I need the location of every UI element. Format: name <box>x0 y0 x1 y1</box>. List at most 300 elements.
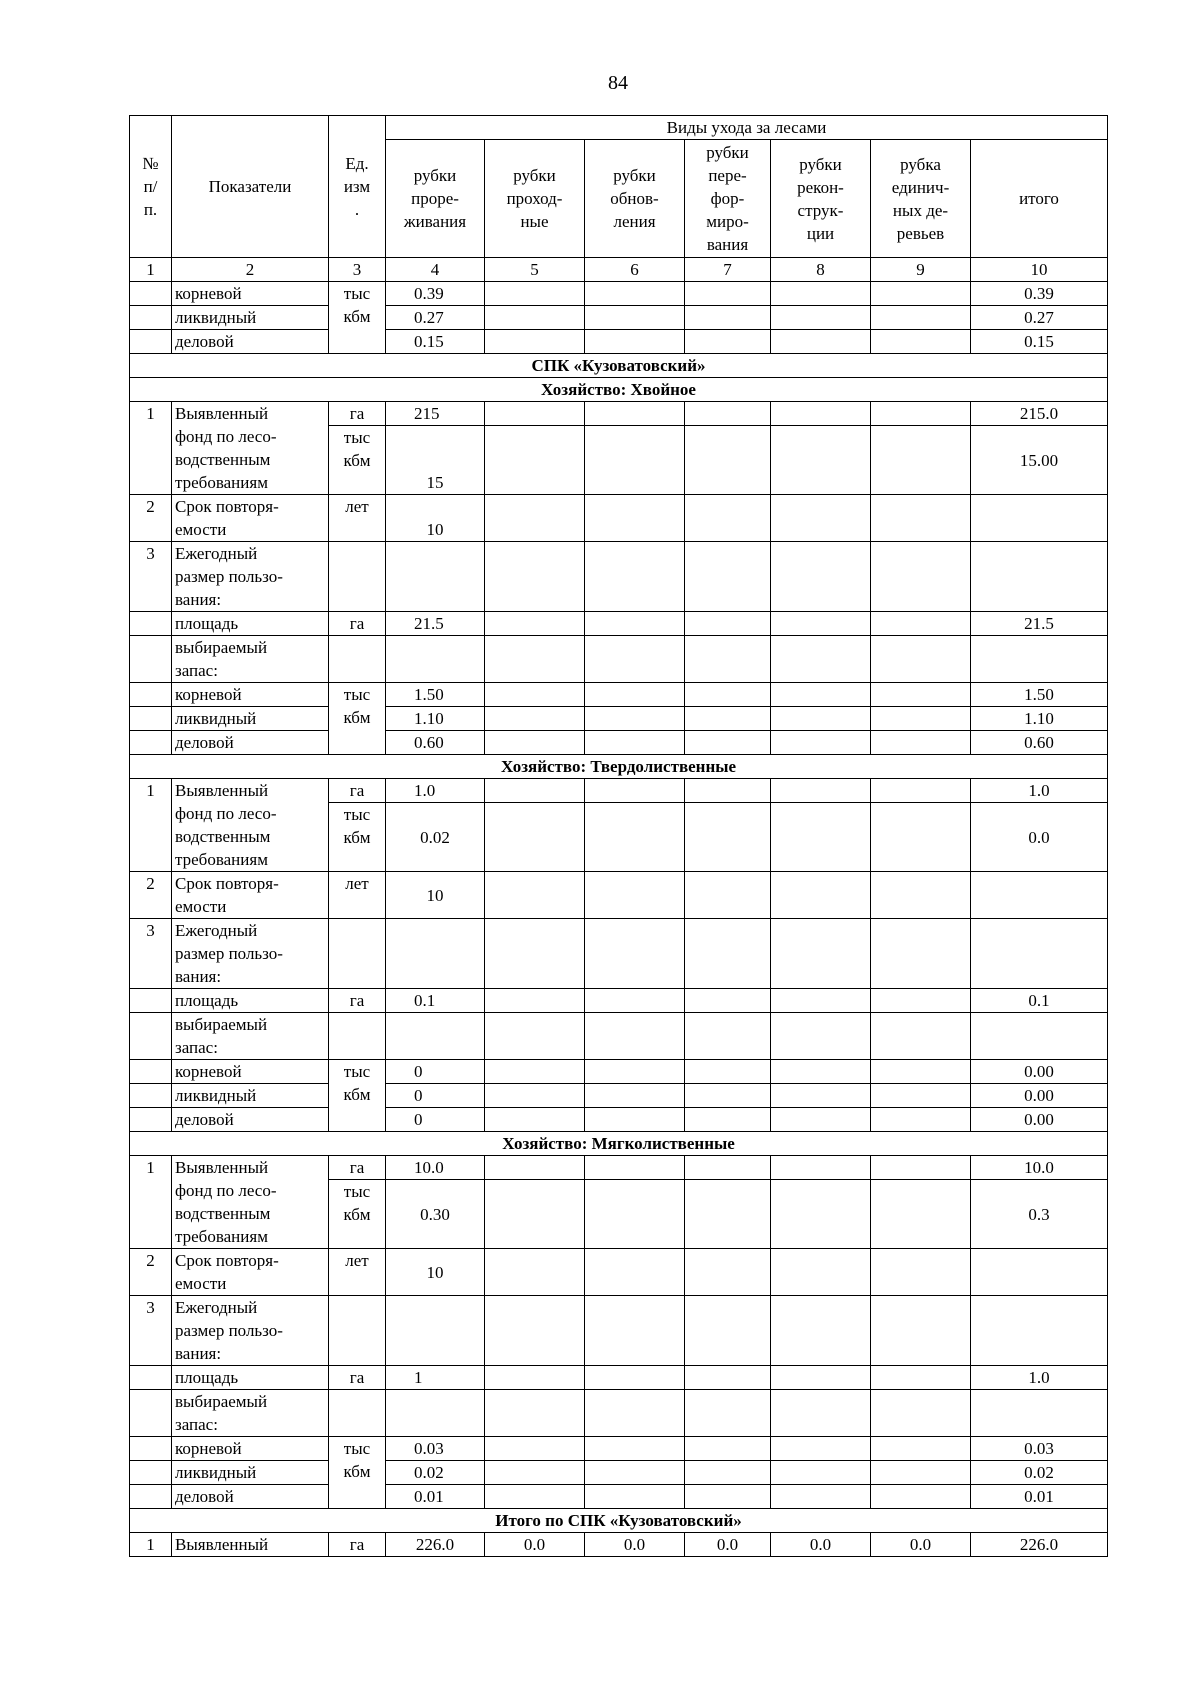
empty-cell <box>771 779 871 803</box>
empty-cell <box>771 707 871 731</box>
empty-cell <box>130 1485 172 1509</box>
empty-cell <box>585 803 685 872</box>
row-label: Выявленный фонд по лесо- водственным требованиям <box>172 1156 329 1249</box>
total-cell: 0.00 <box>971 1084 1108 1108</box>
empty-cell <box>771 330 871 354</box>
header-col-9: рубка единич- ных де- ревьев <box>871 140 971 258</box>
empty-cell <box>130 282 172 306</box>
empty-cell <box>585 1060 685 1084</box>
empty-cell <box>685 919 771 989</box>
value-cell: 10 <box>386 1249 485 1296</box>
row-label: выбираемый запас: <box>172 636 329 683</box>
empty-cell <box>771 1390 871 1437</box>
empty-cell <box>130 683 172 707</box>
row-label: корневой <box>172 282 329 306</box>
value-cell: 0.60 <box>386 731 485 755</box>
empty-cell <box>685 1485 771 1509</box>
empty-cell <box>329 636 386 683</box>
table-row <box>130 495 1108 542</box>
empty-cell <box>971 495 1108 542</box>
empty-cell <box>771 1180 871 1249</box>
value-cell: 226.0 <box>971 1533 1108 1557</box>
row-label: площадь <box>172 612 329 636</box>
value-cell: 0.02 <box>386 1461 485 1485</box>
section-title: Хозяйство: Хвойное <box>130 378 1108 402</box>
table-row <box>130 542 1108 612</box>
empty-cell <box>485 1461 585 1485</box>
forest-care-table <box>129 115 1108 1557</box>
company-row <box>130 354 1108 378</box>
value-cell: 226.0 <box>386 1533 485 1557</box>
empty-cell <box>685 330 771 354</box>
empty-cell <box>485 1366 585 1390</box>
empty-cell <box>485 330 585 354</box>
row-label: ликвидный <box>172 707 329 731</box>
empty-cell <box>685 1156 771 1180</box>
empty-cell <box>130 1013 172 1060</box>
empty-cell <box>485 803 585 872</box>
empty-cell <box>685 1249 771 1296</box>
column-number: 7 <box>685 258 771 282</box>
empty-cell <box>685 1084 771 1108</box>
total-cell: 1.0 <box>971 779 1108 803</box>
column-number: 6 <box>585 258 685 282</box>
empty-cell <box>585 1180 685 1249</box>
total-title: Итого по СПК «Кузоватовский» <box>130 1509 1108 1533</box>
empty-cell <box>685 1013 771 1060</box>
empty-cell <box>685 1060 771 1084</box>
empty-cell <box>871 707 971 731</box>
empty-cell <box>485 426 585 495</box>
total-cell: 0.03 <box>971 1437 1108 1461</box>
unit-cell: лет <box>329 1249 386 1296</box>
empty-cell <box>871 1156 971 1180</box>
empty-cell <box>585 919 685 989</box>
column-number: 8 <box>771 258 871 282</box>
empty-cell <box>485 731 585 755</box>
row-number: 2 <box>130 1249 172 1296</box>
empty-cell <box>386 636 485 683</box>
empty-cell <box>585 1013 685 1060</box>
header-col-8: рубки рекон- струк- ции <box>771 140 871 258</box>
empty-cell <box>485 683 585 707</box>
empty-cell <box>685 1108 771 1132</box>
empty-cell <box>971 872 1108 919</box>
empty-cell <box>130 306 172 330</box>
row-label: корневой <box>172 1060 329 1084</box>
empty-cell <box>871 612 971 636</box>
empty-cell <box>871 1060 971 1084</box>
total-cell: 15.00 <box>971 426 1108 495</box>
empty-cell <box>771 919 871 989</box>
column-number: 1 <box>130 258 172 282</box>
row-label: корневой <box>172 683 329 707</box>
empty-cell <box>685 1366 771 1390</box>
empty-cell <box>685 426 771 495</box>
table-row <box>130 731 1108 755</box>
empty-cell <box>771 731 871 755</box>
empty-cell <box>685 779 771 803</box>
unit-cell: га <box>329 779 386 803</box>
empty-cell <box>485 989 585 1013</box>
empty-cell <box>871 636 971 683</box>
empty-cell <box>685 495 771 542</box>
row-label: ликвидный <box>172 1084 329 1108</box>
empty-cell <box>771 636 871 683</box>
empty-cell <box>771 1060 871 1084</box>
row-number: 1 <box>130 402 172 495</box>
empty-cell <box>771 306 871 330</box>
empty-cell <box>329 1013 386 1060</box>
row-label: деловой <box>172 1108 329 1132</box>
empty-cell <box>685 1180 771 1249</box>
empty-cell <box>585 1485 685 1509</box>
value-cell: 0.15 <box>386 330 485 354</box>
total-cell: 215.0 <box>971 402 1108 426</box>
table-row <box>130 1390 1108 1437</box>
header-col-10: итого <box>971 140 1108 258</box>
empty-cell <box>871 495 971 542</box>
empty-cell <box>485 1437 585 1461</box>
table-row <box>130 636 1108 683</box>
empty-cell <box>485 495 585 542</box>
value-cell: 10.0 <box>386 1156 485 1180</box>
column-numbers-row <box>130 258 1108 282</box>
empty-cell <box>685 1296 771 1366</box>
empty-cell <box>685 636 771 683</box>
table-row <box>130 683 1108 707</box>
empty-cell <box>771 495 871 542</box>
company-title: СПК «Кузоватовский» <box>130 354 1108 378</box>
empty-cell <box>485 542 585 612</box>
empty-cell <box>585 1156 685 1180</box>
empty-cell <box>130 1108 172 1132</box>
column-number: 2 <box>172 258 329 282</box>
empty-cell <box>871 779 971 803</box>
row-label: Выявленный фонд по лесо- водственным требованиям <box>172 402 329 495</box>
total-cell: 0.02 <box>971 1461 1108 1485</box>
empty-cell <box>130 612 172 636</box>
empty-cell <box>771 989 871 1013</box>
table-row <box>130 1461 1108 1485</box>
empty-cell <box>871 803 971 872</box>
empty-cell <box>685 402 771 426</box>
unit-cell: тыс кбм <box>329 282 386 354</box>
empty-cell <box>871 1390 971 1437</box>
empty-cell <box>329 1390 386 1437</box>
empty-cell <box>871 872 971 919</box>
row-number: 3 <box>130 542 172 612</box>
empty-cell <box>485 1485 585 1509</box>
empty-cell <box>585 707 685 731</box>
total-cell: 1.0 <box>971 1366 1108 1390</box>
unit-cell: тыс кбм <box>329 426 386 495</box>
empty-cell <box>485 282 585 306</box>
empty-cell <box>585 989 685 1013</box>
value-cell: 1.0 <box>386 779 485 803</box>
empty-cell <box>329 1296 386 1366</box>
row-label: Выявленный фонд по лесо- водственным требованиям <box>172 779 329 872</box>
column-number: 9 <box>871 258 971 282</box>
empty-cell <box>871 731 971 755</box>
empty-cell <box>871 1366 971 1390</box>
table-row <box>130 919 1108 989</box>
row-label: Ежегодный размер пользо- вания: <box>172 542 329 612</box>
value-cell: 15 <box>386 426 485 495</box>
table-row <box>130 1108 1108 1132</box>
row-label: корневой <box>172 1437 329 1461</box>
empty-cell <box>485 1180 585 1249</box>
empty-cell <box>485 402 585 426</box>
value-cell: 0.0 <box>485 1533 585 1557</box>
total-cell: 0.27 <box>971 306 1108 330</box>
total-title-row <box>130 1509 1108 1533</box>
empty-cell <box>329 919 386 989</box>
empty-cell <box>871 1485 971 1509</box>
value-cell: 0.02 <box>386 803 485 872</box>
value-cell: 0.30 <box>386 1180 485 1249</box>
empty-cell <box>685 306 771 330</box>
row-label: деловой <box>172 1485 329 1509</box>
empty-cell <box>871 1437 971 1461</box>
empty-cell <box>585 1366 685 1390</box>
value-cell: 0 <box>386 1084 485 1108</box>
empty-cell <box>685 612 771 636</box>
empty-cell <box>771 1013 871 1060</box>
total-cell: 1.10 <box>971 707 1108 731</box>
section-title: Хозяйство: Твердолиственные <box>130 755 1108 779</box>
table-row <box>130 282 1108 306</box>
empty-cell <box>130 636 172 683</box>
empty-cell <box>971 1296 1108 1366</box>
empty-cell <box>485 1296 585 1366</box>
empty-cell <box>130 731 172 755</box>
header-unit: Ед. изм . <box>329 116 386 258</box>
header-num: № п/ п. <box>130 116 172 258</box>
empty-cell <box>685 707 771 731</box>
empty-cell <box>130 707 172 731</box>
empty-cell <box>771 282 871 306</box>
table-row <box>130 872 1108 919</box>
empty-cell <box>485 1060 585 1084</box>
header-col-5: рубки проход- ные <box>485 140 585 258</box>
empty-cell <box>685 542 771 612</box>
empty-cell <box>329 542 386 612</box>
table-row <box>130 779 1108 803</box>
table-row <box>130 612 1108 636</box>
empty-cell <box>585 1084 685 1108</box>
empty-cell <box>685 803 771 872</box>
empty-cell <box>771 1108 871 1132</box>
unit-cell: тыс кбм <box>329 1060 386 1132</box>
empty-cell <box>130 1366 172 1390</box>
total-cell: 0.0 <box>971 803 1108 872</box>
empty-cell <box>771 542 871 612</box>
empty-cell <box>485 1084 585 1108</box>
value-cell: 1 <box>386 1366 485 1390</box>
empty-cell <box>130 989 172 1013</box>
total-cell: 0.00 <box>971 1060 1108 1084</box>
header-col-7: рубки пере- фор- миро- вания <box>685 140 771 258</box>
empty-cell <box>585 330 685 354</box>
empty-cell <box>585 1437 685 1461</box>
empty-cell <box>130 330 172 354</box>
empty-cell <box>585 495 685 542</box>
empty-cell <box>971 636 1108 683</box>
empty-cell <box>771 1437 871 1461</box>
empty-cell <box>130 1060 172 1084</box>
empty-cell <box>871 282 971 306</box>
value-cell: 215 <box>386 402 485 426</box>
table-row <box>130 1249 1108 1296</box>
row-label: площадь <box>172 989 329 1013</box>
value-cell: 0.0 <box>585 1533 685 1557</box>
section-title-row <box>130 1132 1108 1156</box>
row-label: выбираемый запас: <box>172 1013 329 1060</box>
empty-cell <box>685 989 771 1013</box>
empty-cell <box>485 1249 585 1296</box>
empty-cell <box>585 1296 685 1366</box>
total-row <box>130 1533 1108 1557</box>
value-cell: 10 <box>386 872 485 919</box>
empty-cell <box>771 1461 871 1485</box>
header-col-6: рубки обнов- ления <box>585 140 685 258</box>
empty-cell <box>386 542 485 612</box>
empty-cell <box>485 636 585 683</box>
empty-cell <box>585 779 685 803</box>
value-cell: 0.1 <box>386 989 485 1013</box>
table-row <box>130 306 1108 330</box>
empty-cell <box>585 306 685 330</box>
empty-cell <box>685 1437 771 1461</box>
unit-cell: га <box>329 612 386 636</box>
value-cell: 0 <box>386 1060 485 1084</box>
empty-cell <box>771 1485 871 1509</box>
empty-cell <box>585 731 685 755</box>
empty-cell <box>771 1084 871 1108</box>
empty-cell <box>585 683 685 707</box>
empty-cell <box>130 1437 172 1461</box>
empty-cell <box>130 1390 172 1437</box>
empty-cell <box>585 612 685 636</box>
table-row <box>130 1437 1108 1461</box>
row-number: 1 <box>130 1156 172 1249</box>
header-col-4: рубки проре- живания <box>386 140 485 258</box>
empty-cell <box>130 1084 172 1108</box>
row-number: 1 <box>130 779 172 872</box>
empty-cell <box>585 1108 685 1132</box>
empty-cell <box>585 282 685 306</box>
empty-cell <box>971 1013 1108 1060</box>
empty-cell <box>386 1296 485 1366</box>
header-row <box>130 116 1108 140</box>
section-title-row <box>130 378 1108 402</box>
empty-cell <box>685 683 771 707</box>
value-cell: 0.03 <box>386 1437 485 1461</box>
row-number: 2 <box>130 872 172 919</box>
unit-cell: га <box>329 1533 386 1557</box>
row-label: Срок повторя- емости <box>172 495 329 542</box>
value-cell: 0.0 <box>871 1533 971 1557</box>
unit-cell: тыс кбм <box>329 683 386 755</box>
empty-cell <box>871 542 971 612</box>
value-cell: 1.50 <box>386 683 485 707</box>
empty-cell <box>685 1461 771 1485</box>
empty-cell <box>871 1108 971 1132</box>
empty-cell <box>771 683 871 707</box>
table-row <box>130 989 1108 1013</box>
empty-cell <box>771 402 871 426</box>
unit-cell: тыс кбм <box>329 1180 386 1249</box>
table-row <box>130 1296 1108 1366</box>
value-cell: 0.27 <box>386 306 485 330</box>
empty-cell <box>771 1156 871 1180</box>
value-cell: 0.0 <box>685 1533 771 1557</box>
row-number: 1 <box>130 1533 172 1557</box>
unit-cell: лет <box>329 872 386 919</box>
empty-cell <box>585 636 685 683</box>
header-group: Виды ухода за лесами <box>386 116 1108 140</box>
empty-cell <box>485 612 585 636</box>
value-cell: 10 <box>386 495 485 542</box>
empty-cell <box>485 872 585 919</box>
empty-cell <box>685 282 771 306</box>
empty-cell <box>971 542 1108 612</box>
total-cell: 0.1 <box>971 989 1108 1013</box>
row-label: Ежегодный размер пользо- вания: <box>172 919 329 989</box>
row-label: Ежегодный размер пользо- вания: <box>172 1296 329 1366</box>
empty-cell <box>585 426 685 495</box>
row-number: 3 <box>130 919 172 989</box>
row-label: Срок повторя- емости <box>172 872 329 919</box>
row-label: площадь <box>172 1366 329 1390</box>
total-cell: 0.60 <box>971 731 1108 755</box>
row-label: Выявленный <box>172 1533 329 1557</box>
table-row <box>130 1156 1108 1180</box>
total-cell: 10.0 <box>971 1156 1108 1180</box>
value-cell: 0 <box>386 1108 485 1132</box>
empty-cell <box>485 306 585 330</box>
empty-cell <box>485 779 585 803</box>
empty-cell <box>585 1249 685 1296</box>
unit-cell: тыс кбм <box>329 803 386 872</box>
empty-cell <box>585 1461 685 1485</box>
total-cell: 0.00 <box>971 1108 1108 1132</box>
section-title: Хозяйство: Мягколиственные <box>130 1132 1108 1156</box>
header-indicator: Показатели <box>172 116 329 258</box>
table-row <box>130 330 1108 354</box>
table-row <box>130 1366 1108 1390</box>
empty-cell <box>771 1366 871 1390</box>
unit-cell: га <box>329 1156 386 1180</box>
empty-cell <box>485 919 585 989</box>
empty-cell <box>771 612 871 636</box>
row-label: деловой <box>172 731 329 755</box>
empty-cell <box>685 872 771 919</box>
row-label: выбираемый запас: <box>172 1390 329 1437</box>
empty-cell <box>871 330 971 354</box>
column-number: 5 <box>485 258 585 282</box>
empty-cell <box>585 542 685 612</box>
empty-cell <box>771 426 871 495</box>
empty-cell <box>386 919 485 989</box>
empty-cell <box>871 989 971 1013</box>
empty-cell <box>771 1296 871 1366</box>
empty-cell <box>685 1390 771 1437</box>
value-cell: 21.5 <box>386 612 485 636</box>
empty-cell <box>771 803 871 872</box>
total-cell: 0.15 <box>971 330 1108 354</box>
